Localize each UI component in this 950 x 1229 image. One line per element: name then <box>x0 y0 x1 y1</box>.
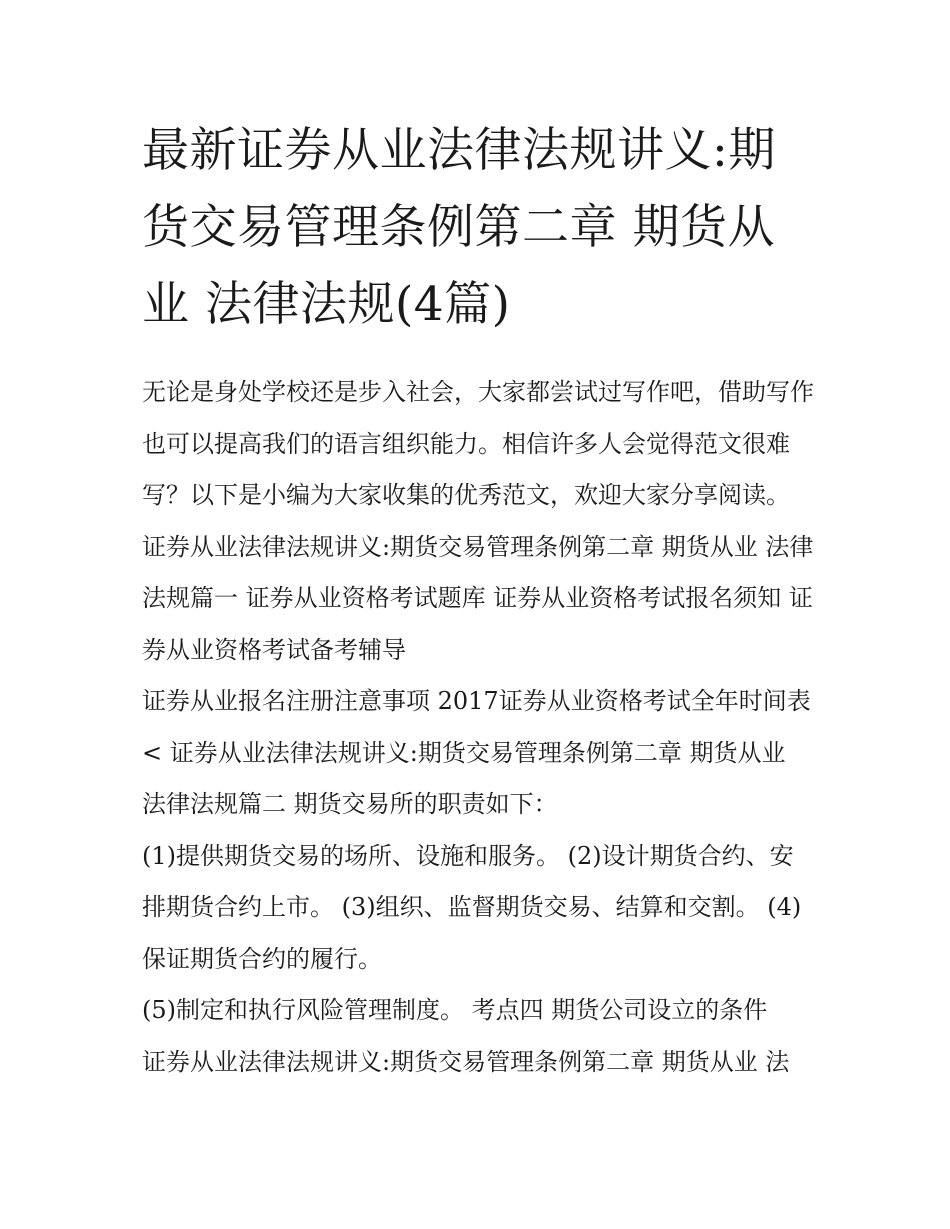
paragraph-section-one: 证券从业法律法规讲义:期货交易管理条例第二章 期货从业 法律法规篇一 证券从业资格考试题库 证券从业资格考试报名须知 证券从业资格考试备考辅导 <box>142 532 814 664</box>
paragraph-risk-management: (5)制定和执行风险管理制度。 考点四 期货公司设立的条件 <box>142 996 768 1024</box>
document-body <box>142 367 814 1088</box>
paragraph-intro: 无论是身处学校还是步入社会，大家都尝试过写作吧，借助写作也可以提高我们的语言组织能力。相信许多人会觉得范文很难写？以下是小编为大家收集的优秀范文，欢迎大家分享阅读。 <box>142 378 814 509</box>
paragraph-duties-list: (1)提供期货交易的场所、设施和服务。 (2)设计期货合约、安排期货合约上市。 (3)组织、监督期货交易、结算和交割。 (4)保证期货合约的履行。 <box>142 841 802 973</box>
document-title: 最新证券从业法律法规讲义:期货交易管理条例第二章 期货从业 法律法规(4篇) <box>142 123 776 332</box>
paragraph-section-two: 证券从业报名注册注意事项 2017证券从业资格考试全年时间表< 证券从业法律法规讲义:期货交易管理条例第二章 期货从业 法律法规篇二 期货交易所的职责如下： <box>142 687 811 818</box>
paragraph-section-three: 证券从业法律法规讲义:期货交易管理条例第二章 期货从业 法 <box>142 1047 790 1076</box>
document-page <box>142 112 814 1088</box>
